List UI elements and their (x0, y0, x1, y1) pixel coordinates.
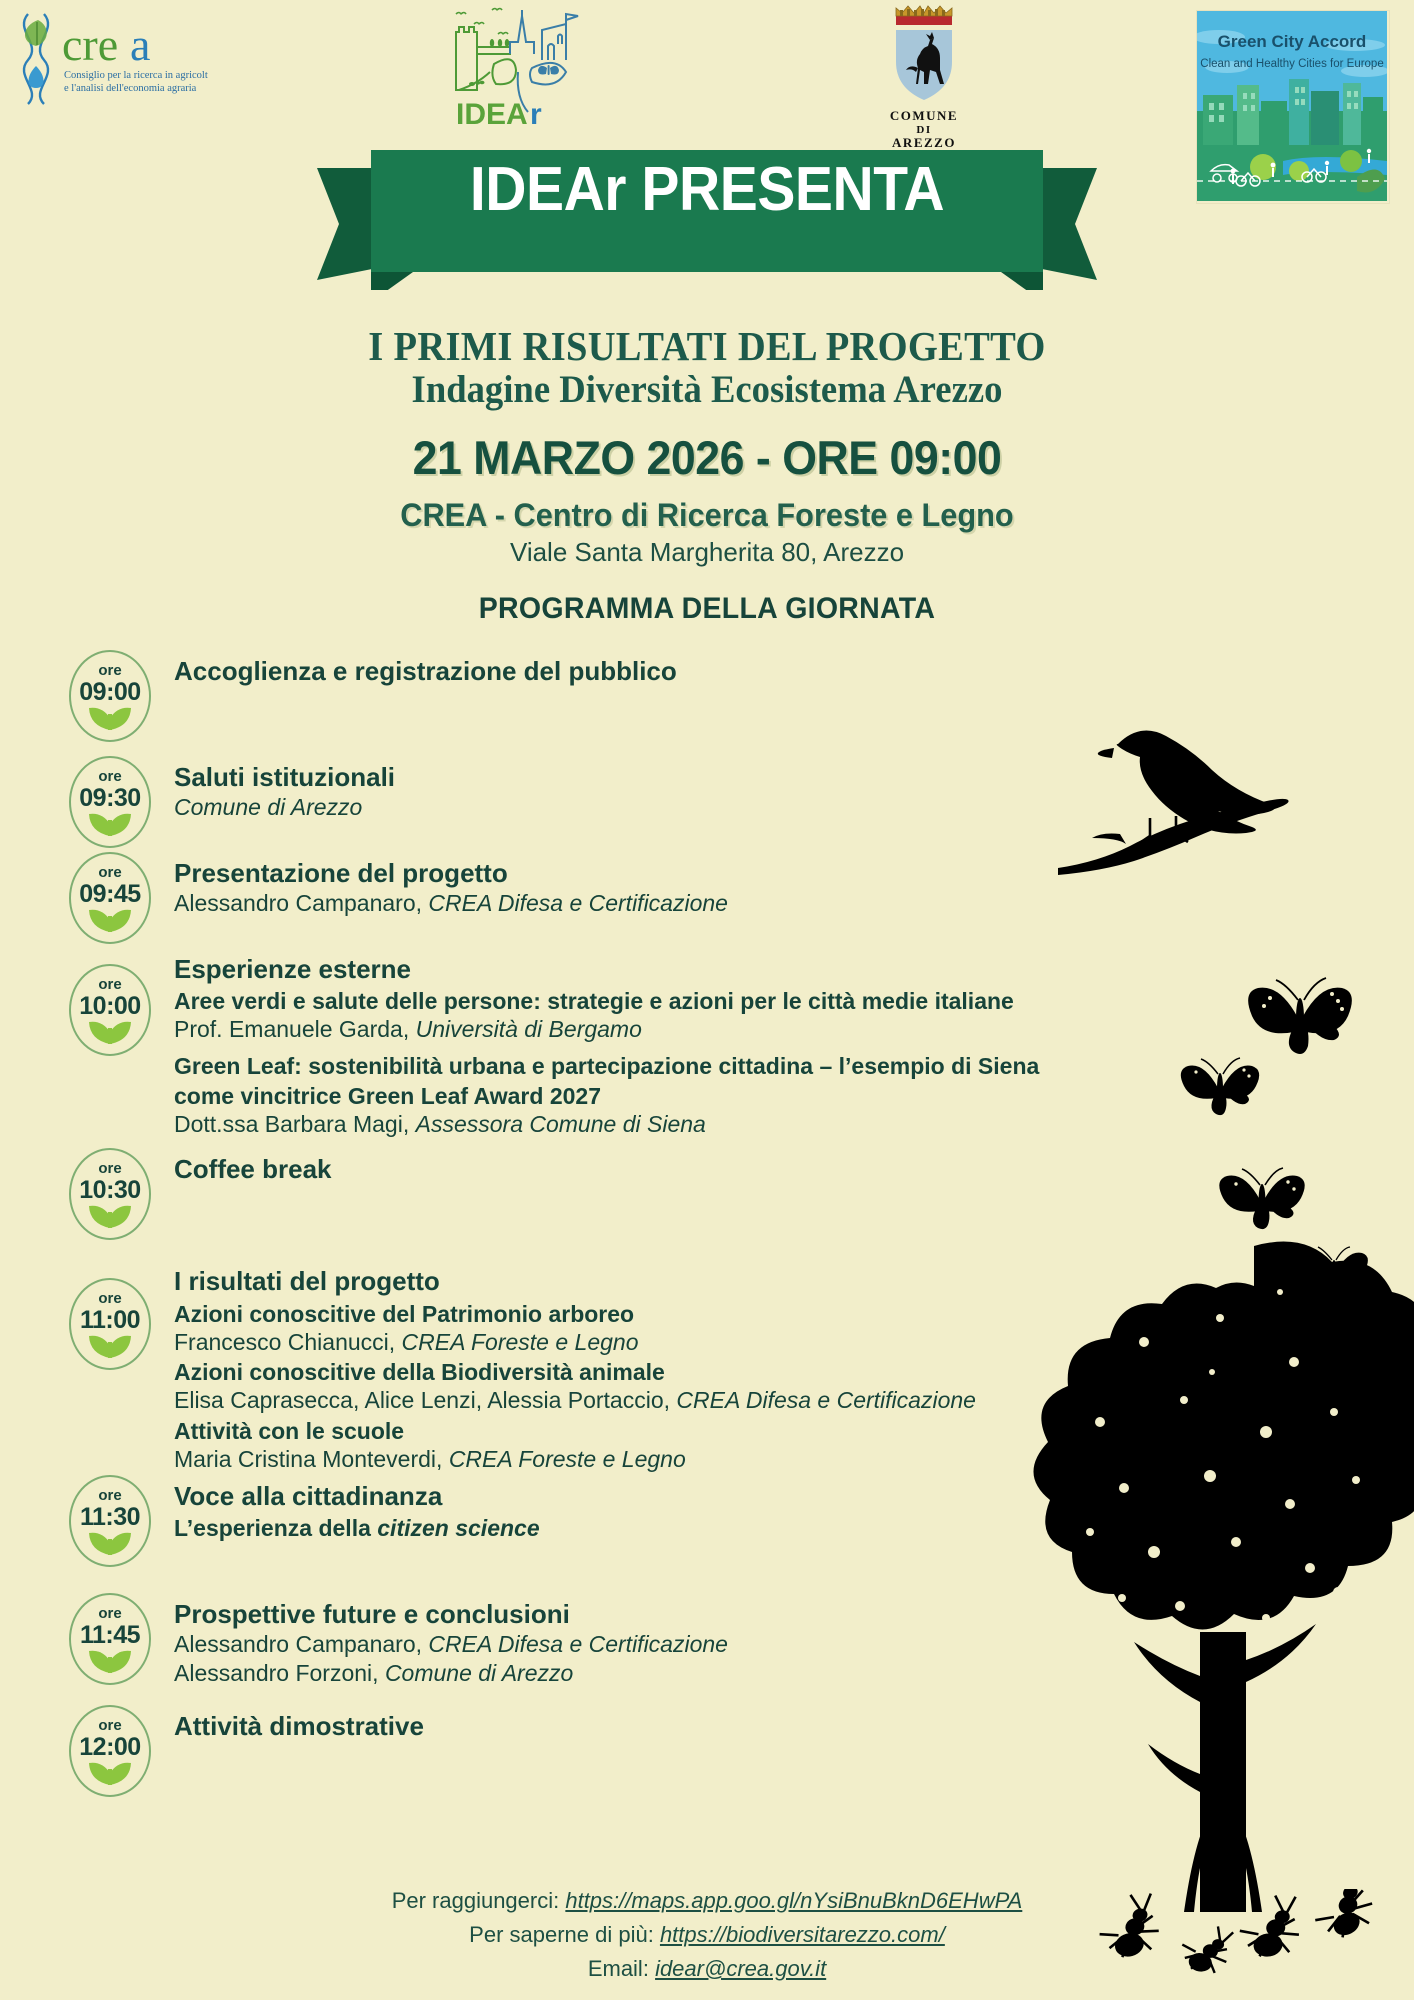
agenda-item (62, 1146, 1122, 1258)
speaker-affiliation: Assessora Comune di Siena (415, 1110, 706, 1137)
time-badge (62, 648, 158, 744)
headline-line1: I PRIMI RISULTATI DEL PROGETTO (368, 323, 1046, 369)
agenda-item-affiliation: Comune di Arezzo (174, 794, 363, 821)
agenda-item-body (174, 850, 1122, 918)
footer-line-email (0, 1952, 1414, 1986)
crea-logo-mark (8, 8, 208, 108)
speaker-affiliation: Università di Bergamo (415, 1016, 642, 1043)
butterfly-icon (1216, 1160, 1310, 1240)
banner-title: IDEAr PRESENTA (469, 155, 945, 224)
badge-time: 11:00 (79, 1306, 141, 1335)
idear-wordmark-part1: IDEA (456, 98, 528, 130)
agenda-item-title: Esperienze esterne (174, 954, 412, 984)
agenda-subtalk-title (174, 1514, 1122, 1542)
agenda-item (62, 754, 1122, 850)
time-badge (62, 1473, 158, 1569)
agenda-item-title: Accoglienza e registrazione del pubblico (174, 656, 677, 686)
arezzo-coat-of-arms (860, 4, 988, 104)
agenda-item-title: Coffee break (174, 1154, 332, 1185)
agenda-item-title: Saluti istituzionali (174, 762, 396, 792)
agenda-item-body (174, 1703, 1122, 1742)
subtalk-text: L’esperienza della (174, 1515, 378, 1542)
speaker-name: Alessandro Campanaro, (174, 890, 429, 917)
badge-ore-label: ore (98, 662, 122, 679)
crea-tagline-2: e l'analisi dell'economia agraria (64, 83, 197, 94)
time-badge (62, 1703, 158, 1799)
agenda-item-body (174, 1473, 1122, 1542)
badge-ore-label: ore (98, 1717, 122, 1735)
svg-text:a: a (130, 19, 151, 70)
idear-wordmark-part2: r (530, 98, 542, 130)
agenda-item (62, 1258, 1122, 1473)
badge-time: 10:30 (79, 1176, 141, 1205)
speaker-affiliation: CREA Difesa e Certificazione (676, 1387, 976, 1414)
speaker-name: Maria Cristina Monteverdi, (174, 1445, 449, 1472)
agenda-item (62, 946, 1122, 1138)
agenda-item-title: Attività dimostrative (174, 1711, 424, 1742)
footer-email-label: Email: (587, 1955, 656, 1981)
agenda-item-title: Prospettive future e conclusioni (174, 1599, 570, 1630)
time-badge (62, 1146, 158, 1242)
agenda-item-title: Presentazione del progetto (174, 858, 508, 888)
agenda-subtalk-people (174, 1110, 1122, 1139)
agenda-item-body (174, 1146, 1122, 1185)
butterfly-icon (1178, 1050, 1264, 1124)
agenda-subtalk-title: Azioni conoscitive della Biodiversità animale (174, 1359, 665, 1386)
agenda-item-people (174, 1630, 1122, 1659)
gca-title: Green City Accord (1217, 32, 1367, 51)
speaker-affiliation: Comune di Arezzo (384, 1659, 574, 1686)
speaker-affiliation: CREA Difesa e Certificazione (428, 890, 728, 917)
speaker-name: Alessandro Forzoni, (174, 1659, 385, 1686)
program-heading: PROGRAMMA DELLA GIORNATA (478, 592, 936, 626)
footer-website-label: Per saperne di più: (469, 1921, 660, 1947)
subtalk-emphasis: citizen science (377, 1515, 540, 1542)
svg-text:cre: cre (62, 19, 119, 70)
comune-label-line1: COMUNE (889, 108, 959, 123)
event-venue: CREA - Centro di Ricerca Foreste e Legno (400, 497, 1014, 534)
footer-directions-label: Per raggiungerci: (391, 1887, 566, 1913)
time-badge (62, 850, 158, 946)
agenda-item-title: I risultati del progetto (174, 1266, 440, 1297)
badge-time: 09:00 (79, 678, 141, 706)
agenda-subtalk-title: Aree verdi e salute delle persone: strategie e azioni per le città medie italiane (174, 988, 1014, 1015)
crea-logo (8, 8, 208, 108)
comune-label-line2: DI (916, 123, 932, 136)
badge-time: 11:45 (79, 1621, 141, 1650)
time-badge (62, 962, 158, 1058)
badge-ore-label: ore (98, 1160, 122, 1178)
speaker-name: Alessandro Campanaro, (174, 1631, 429, 1658)
footer-links (0, 1884, 1414, 1986)
footer-line-website (0, 1918, 1414, 1952)
speaker-name: Elisa Caprasecca, Alice Lenzi, Alessia Portaccio, (174, 1387, 677, 1414)
butterfly-icon (1246, 968, 1356, 1060)
agenda-list (62, 648, 1122, 1799)
agenda-subtalk-title-cont: come vincitrice Green Leaf Award 2027 (174, 1082, 601, 1109)
badge-ore-label: ore (98, 1290, 122, 1308)
agenda-subtalk-people (174, 1386, 1122, 1415)
comune-label-line3: AREZZO (892, 134, 956, 150)
agenda-item (62, 648, 1122, 754)
idear-logo (432, 2, 612, 130)
agenda-item-people (174, 1659, 1122, 1688)
agenda-item (62, 1591, 1122, 1703)
agenda-item-body (174, 754, 1122, 822)
badge-time: 09:45 (79, 880, 141, 908)
agenda-item-body (174, 1258, 1122, 1473)
speaker-affiliation: CREA Difesa e Certificazione (428, 1631, 728, 1658)
badge-ore-label: ore (98, 1605, 122, 1623)
speaker-name: Prof. Emanuele Garda, (174, 1016, 416, 1043)
agenda-item (62, 1473, 1122, 1591)
agenda-subtalk-title: Attività con le scuole (174, 1417, 405, 1444)
badge-ore-label: ore (98, 1487, 122, 1505)
agenda-subtalk-people (174, 1328, 1122, 1357)
agenda-item-title: Voce alla cittadinanza (174, 1481, 443, 1512)
gca-subtitle: Clean and Healthy Cities for Europe (1200, 58, 1384, 70)
speaker-name: Dott.ssa Barbara Magi, (174, 1110, 416, 1137)
agenda-item-body (174, 1591, 1122, 1687)
agenda-item (62, 850, 1122, 946)
butterfly-icon (1298, 1240, 1372, 1302)
agenda-item-body (174, 946, 1122, 1138)
time-badge (62, 754, 158, 850)
logo-row (0, 0, 1414, 150)
comune-di-arezzo-logo (860, 4, 988, 149)
badge-time: 12:00 (79, 1733, 141, 1762)
agenda-item-body (174, 648, 1122, 687)
headline-block (0, 325, 1414, 626)
badge-time: 11:30 (79, 1503, 141, 1532)
idear-logo-mark (432, 2, 612, 130)
agenda-item-people (174, 889, 1122, 918)
agenda-item (62, 1703, 1122, 1799)
headline-line2: Indagine Diversità Ecosistema Arezzo (411, 368, 1003, 412)
badge-ore-label: ore (98, 768, 122, 785)
badge-ore-label: ore (98, 864, 122, 881)
agenda-subtalk-people (174, 1445, 1122, 1474)
website-link[interactable]: https://biodiversitarezzo.com/ (659, 1921, 945, 1947)
agenda-subtalk-people (174, 1015, 1122, 1044)
badge-time: 09:30 (79, 784, 141, 812)
footer-line-directions (0, 1884, 1414, 1918)
crea-tagline-1: Consiglio per la ricerca in agricoltura (64, 70, 208, 81)
email-link[interactable]: idear@crea.gov.it (655, 1955, 827, 1981)
agenda-subtalk-title: Azioni conoscitive del Patrimonio arboreo (174, 1300, 635, 1327)
maps-link[interactable]: https://maps.app.goo.gl/nYsiBnuBknD6EHwPA (565, 1887, 1023, 1913)
speaker-name: Francesco Chianucci, (174, 1328, 402, 1355)
time-badge (62, 1276, 158, 1372)
agenda-item-people (174, 793, 1122, 822)
event-address: Viale Santa Margherita 80, Arezzo (509, 537, 905, 568)
speaker-affiliation: CREA Foreste e Legno (401, 1328, 639, 1355)
event-date-time: 21 MARZO 2026 - ORE 09:00 (412, 431, 1002, 485)
speaker-affiliation: CREA Foreste e Legno (448, 1445, 686, 1472)
time-badge (62, 1591, 158, 1687)
agenda-subtalk-title: Green Leaf: sostenibilità urbana e partecipazione cittadina – l’esempio di Siena (174, 1052, 1040, 1079)
badge-time: 10:00 (79, 992, 141, 1020)
badge-ore-label: ore (98, 976, 122, 993)
